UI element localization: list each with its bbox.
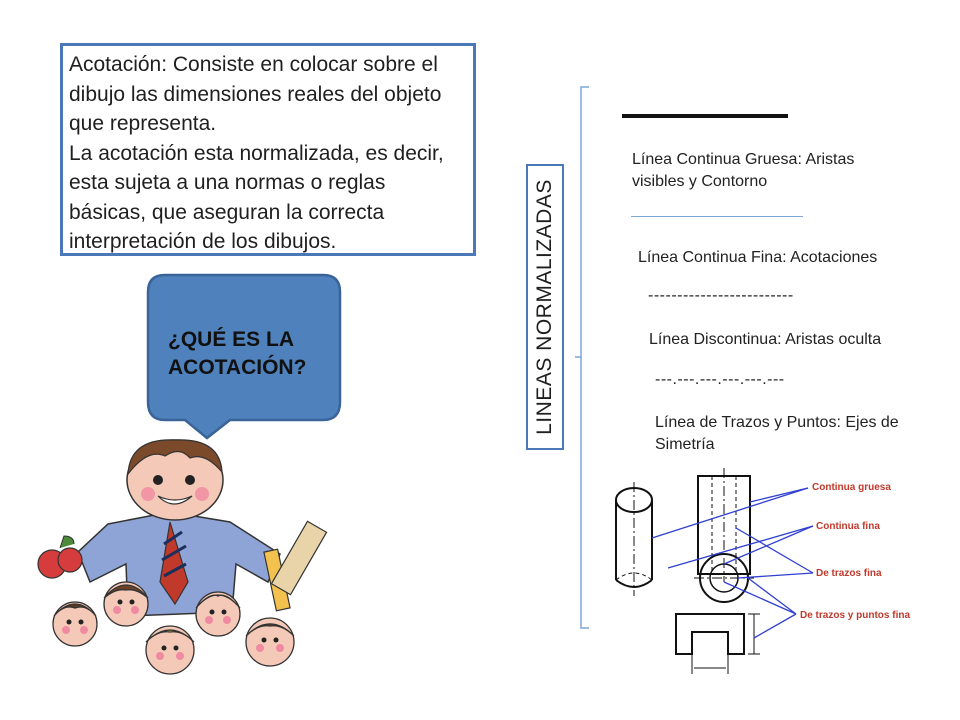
definition-box <box>60 43 476 256</box>
bracket <box>575 85 595 630</box>
diagram-label-continua-fina: Continua fina <box>816 521 880 532</box>
thick-line-label: Línea Continua Gruesa: Aristas visibles y Contorno <box>632 151 855 190</box>
diagram-label-de-trazos-y-puntos-fina: De trazos y puntos fina <box>800 610 911 621</box>
line-types-diagram <box>608 468 930 684</box>
dash-dot-line-sample: ---.---.---.---.---.--- <box>655 371 785 388</box>
thick-line-sample <box>622 114 788 118</box>
diagram-label-de-trazos-fina: De trazos fina <box>816 568 882 579</box>
thin-line-sample <box>631 216 803 217</box>
definition-paragraph-1: Acotación: Consiste en colocar sobre el dibujo las dimensiones reales del objeto que representa. <box>69 53 442 135</box>
teacher-children-illustration <box>30 432 330 692</box>
dash-dot-line-label: Línea de Trazos y Puntos: Ejes de Simetría <box>655 414 899 453</box>
bubble-line-1: ¿QUÉ ES LA <box>168 328 295 351</box>
dashed-line-sample: ------------------------- <box>648 287 794 304</box>
bubble-question <box>168 326 306 382</box>
lineas-normalizadas-title: LINEAS NORMALIZADAS <box>533 179 556 435</box>
thin-line-label: Línea Continua Fina: Acotaciones <box>638 249 878 266</box>
dashed-line-label: Línea Discontinua: Aristas oculta <box>649 331 882 348</box>
bubble-line-2: ACOTACIÓN? <box>168 356 307 379</box>
diagram-label-continua-gruesa: Continua gruesa <box>812 482 891 493</box>
definition-paragraph-2: La acotación esta normalizada, es decir, esta sujeta a una normas o reglas básicas, que aseguran la correcta interpretación de los dibujos. <box>69 141 444 253</box>
